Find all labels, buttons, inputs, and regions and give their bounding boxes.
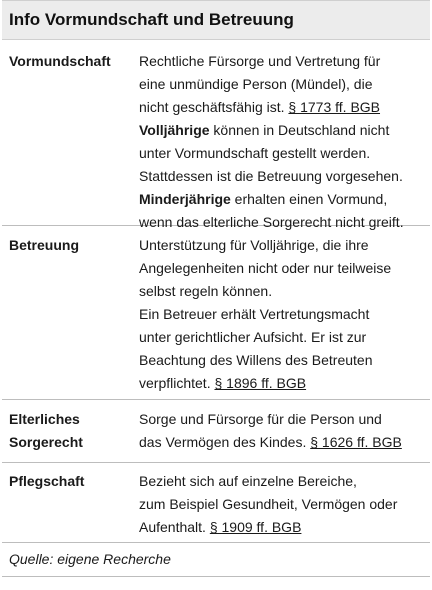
term-label	[2, 234, 139, 399]
definition-line: Unterstützung für Volljährige, die ihre	[139, 237, 369, 253]
law-reference-link[interactable]: § 1773 ff. BGB	[288, 99, 381, 115]
definition-line: Bezieht sich auf einzelne Bereiche,	[139, 473, 357, 489]
source-note: Quelle: eigene Recherche	[2, 543, 430, 577]
definition-line	[139, 516, 426, 539]
info-box-header	[2, 0, 430, 40]
term-label	[2, 470, 139, 542]
definition-text-fragment: verpflichtet.	[139, 375, 215, 391]
bold-term: Volljährige	[139, 122, 210, 138]
definition-line: Rechtliche Fürsorge und Vertretung für	[139, 53, 381, 69]
definition-text-fragment: nicht geschäftsfähig ist.	[139, 99, 289, 115]
law-reference-link[interactable]: § 1909 ff. BGB	[209, 519, 302, 535]
definition-line	[139, 96, 426, 119]
term-line: Betreuung	[9, 237, 79, 253]
definition-line: Beachtung des Willens des Betreuten	[139, 352, 373, 368]
definition-text	[139, 234, 430, 399]
definition-line: eine unmündige Person (Mündel), die	[139, 76, 373, 92]
definition-line: unter Vormundschaft gestellt werden.	[139, 145, 371, 161]
definition-line: Stattdessen ist die Betreuung vorgesehen.	[139, 168, 403, 184]
definition-text-fragment: Aufenthalt.	[139, 519, 210, 535]
definition-line: Ein Betreuer erhält Vertretungsmacht	[139, 306, 370, 322]
term-line: Pflegschaft	[9, 473, 85, 489]
definition-text	[139, 50, 430, 230]
law-reference-link[interactable]: § 1626 ff. BGB	[310, 434, 402, 450]
law-reference-link[interactable]: § 1896 ff. BGB	[214, 375, 307, 391]
definition-line	[139, 431, 426, 454]
definition-row-vormundschaft	[2, 40, 430, 230]
info-box-title: Info Vormundschaft und Betreuung	[9, 10, 294, 29]
definition-row-betreuung	[2, 226, 430, 400]
definition-line: Angelegenheiten nicht oder nur teilweise	[139, 260, 392, 276]
definition-line	[139, 119, 426, 142]
info-box	[2, 0, 430, 577]
definition-line: wenn das elterliche Sorgerecht nicht greift.	[139, 214, 404, 230]
definition-text	[139, 408, 430, 462]
definition-line: unter gerichtlicher Aufsicht. Er ist zur	[139, 329, 367, 345]
term-line: Elterliches	[9, 411, 80, 427]
bold-term: Minderjährige	[139, 191, 231, 207]
definition-row-elterliches-sorgerecht	[2, 400, 430, 463]
definition-line: selbst regeln können.	[139, 283, 273, 299]
definition-line	[139, 188, 426, 211]
definition-line: Sorge und Fürsorge für die Person und	[139, 411, 382, 427]
definition-line	[139, 372, 426, 395]
definition-text-fragment: das Vermögen des Kindes.	[139, 434, 311, 450]
term-label	[2, 408, 139, 462]
definition-text-fragment: erhalten einen Vormund,	[230, 191, 388, 207]
definition-text-fragment: können in Deutschland nicht	[209, 122, 390, 138]
definition-text	[139, 470, 430, 542]
term-label	[2, 50, 139, 225]
definition-row-pflegschaft	[2, 463, 430, 543]
term-line: Vormundschaft	[9, 53, 111, 69]
definition-line: zum Beispiel Gesundheit, Vermögen oder	[139, 496, 398, 512]
term-line: Sorgerecht	[9, 434, 83, 450]
